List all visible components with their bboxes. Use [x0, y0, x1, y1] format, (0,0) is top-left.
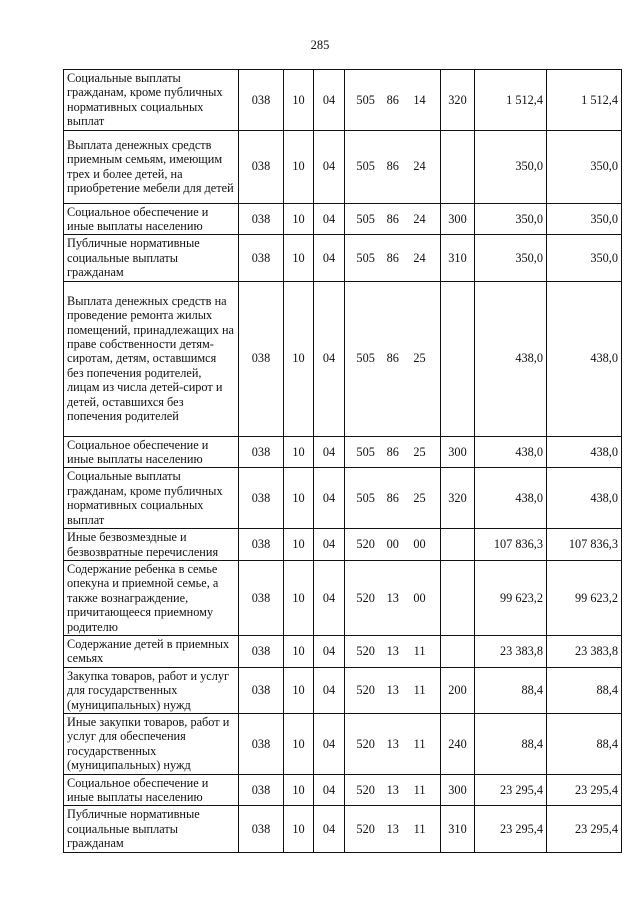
subsection-code-cell: 04 — [314, 667, 345, 713]
target-article-part-3: 00 — [413, 590, 426, 605]
expense-type-cell — [441, 635, 475, 667]
subsection-code-cell: 04 — [314, 529, 345, 561]
expense-name-cell: Содержание ребенка в семье опекуна и приемной семье, а также вознаграждение, причитающееся приемному родителю — [64, 560, 239, 635]
target-article-cell — [345, 130, 441, 203]
ministry-code-cell: 038 — [239, 806, 284, 852]
amount-cell-2: 438,0 — [547, 468, 622, 529]
target-article-part-3: 24 — [413, 211, 426, 226]
section-code-cell: 10 — [284, 130, 314, 203]
expense-type-cell: 300 — [441, 436, 475, 468]
ministry-code-cell: 038 — [239, 468, 284, 529]
section-code-cell: 10 — [284, 70, 314, 131]
subsection-code-cell: 04 — [314, 635, 345, 667]
target-article-part-1: 505 — [356, 351, 375, 366]
expense-name-cell: Социальное обеспечение и иные выплаты населению — [64, 774, 239, 806]
target-article-cell — [345, 70, 441, 131]
target-article-part-3: 11 — [413, 782, 426, 797]
target-article-cell — [345, 667, 441, 713]
expense-name-cell: Содержание детей в приемных семьях — [64, 635, 239, 667]
target-article-cell — [345, 635, 441, 667]
target-article-part-1: 520 — [356, 821, 375, 836]
subsection-code-cell: 04 — [314, 203, 345, 235]
section-code-cell: 10 — [284, 203, 314, 235]
table-row — [64, 281, 622, 436]
table-row — [64, 203, 622, 235]
amount-cell: 350,0 — [475, 130, 547, 203]
expense-type-cell: 310 — [441, 806, 475, 852]
amount-cell: 88,4 — [475, 713, 547, 774]
target-article-part-1: 520 — [356, 590, 375, 605]
expense-name-cell: Социальные выплаты гражданам, кроме публичных нормативных социальных выплат — [64, 70, 239, 131]
target-article-part-1: 505 — [356, 491, 375, 506]
ministry-code-cell: 038 — [239, 281, 284, 436]
target-article-part-1: 505 — [356, 92, 375, 107]
expense-name-cell: Иные закупки товаров, работ и услуг для обеспечения государственных (муниципальных) нужд — [64, 713, 239, 774]
target-article-part-2: 86 — [386, 92, 399, 107]
amount-cell-2: 23 383,8 — [547, 635, 622, 667]
target-article-part-3: 14 — [413, 92, 426, 107]
target-article-part-1: 520 — [356, 683, 375, 698]
expense-type-cell: 300 — [441, 774, 475, 806]
amount-cell-2: 23 295,4 — [547, 774, 622, 806]
amount-cell: 99 623,2 — [475, 560, 547, 635]
target-article-part-3: 24 — [413, 159, 426, 174]
table-row — [64, 436, 622, 468]
page-number: 285 — [310, 38, 330, 52]
expense-name-cell: Закупка товаров, работ и услуг для государственных (муниципальных) нужд — [64, 667, 239, 713]
target-article-part-1: 520 — [356, 644, 375, 659]
expense-type-cell — [441, 281, 475, 436]
amount-cell-2: 88,4 — [547, 713, 622, 774]
ministry-code-cell: 038 — [239, 130, 284, 203]
subsection-code-cell: 04 — [314, 560, 345, 635]
amount-cell: 438,0 — [475, 468, 547, 529]
table-row — [64, 468, 622, 529]
ministry-code-cell: 038 — [239, 667, 284, 713]
table-row — [64, 806, 622, 852]
ministry-code-cell: 038 — [239, 774, 284, 806]
target-article-part-3: 11 — [413, 683, 426, 698]
section-code-cell: 10 — [284, 468, 314, 529]
target-article-part-2: 13 — [386, 644, 399, 659]
target-article-part-1: 505 — [356, 211, 375, 226]
amount-cell-2: 23 295,4 — [547, 806, 622, 852]
target-article-part-3: 24 — [413, 250, 426, 265]
amount-cell: 350,0 — [475, 235, 547, 281]
section-code-cell: 10 — [284, 235, 314, 281]
target-article-part-2: 13 — [386, 590, 399, 605]
target-article-part-2: 86 — [386, 250, 399, 265]
table-row — [64, 774, 622, 806]
target-article-part-3: 11 — [413, 644, 426, 659]
ministry-code-cell: 038 — [239, 436, 284, 468]
target-article-part-1: 520 — [356, 736, 375, 751]
section-code-cell: 10 — [284, 774, 314, 806]
expense-name-cell: Публичные нормативные социальные выплаты гражданам — [64, 235, 239, 281]
amount-cell: 438,0 — [475, 281, 547, 436]
section-code-cell: 10 — [284, 436, 314, 468]
budget-table — [63, 69, 622, 853]
target-article-part-2: 86 — [386, 351, 399, 366]
subsection-code-cell: 04 — [314, 70, 345, 131]
expense-name-cell: Выплата денежных средств приемным семьям, имеющим трех и более детей, на приобретение мебели для детей — [64, 130, 239, 203]
expense-name-cell: Публичные нормативные социальные выплаты гражданам — [64, 806, 239, 852]
amount-cell: 350,0 — [475, 203, 547, 235]
subsection-code-cell: 04 — [314, 130, 345, 203]
expense-type-cell — [441, 560, 475, 635]
amount-cell: 107 836,3 — [475, 529, 547, 561]
subsection-code-cell: 04 — [314, 281, 345, 436]
target-article-part-1: 505 — [356, 250, 375, 265]
table-row — [64, 635, 622, 667]
target-article-part-2: 00 — [386, 537, 399, 552]
subsection-code-cell: 04 — [314, 468, 345, 529]
subsection-code-cell: 04 — [314, 235, 345, 281]
subsection-code-cell: 04 — [314, 774, 345, 806]
ministry-code-cell: 038 — [239, 529, 284, 561]
target-article-part-3: 11 — [413, 821, 426, 836]
ministry-code-cell: 038 — [239, 560, 284, 635]
target-article-part-1: 505 — [356, 159, 375, 174]
target-article-part-2: 13 — [386, 736, 399, 751]
amount-cell-2: 350,0 — [547, 130, 622, 203]
amount-cell-2: 107 836,3 — [547, 529, 622, 561]
target-article-cell — [345, 235, 441, 281]
expense-name-cell: Иные безвозмездные и безвозвратные перечисления — [64, 529, 239, 561]
target-article-part-2: 86 — [386, 211, 399, 226]
amount-cell: 23 295,4 — [475, 774, 547, 806]
expense-type-cell: 300 — [441, 203, 475, 235]
expense-type-cell: 310 — [441, 235, 475, 281]
expense-name-cell: Социальное обеспечение и иные выплаты населению — [64, 436, 239, 468]
subsection-code-cell: 04 — [314, 713, 345, 774]
target-article-part-3: 25 — [413, 351, 426, 366]
section-code-cell: 10 — [284, 713, 314, 774]
target-article-part-2: 86 — [386, 444, 399, 459]
amount-cell: 1 512,4 — [475, 70, 547, 131]
target-article-cell — [345, 203, 441, 235]
target-article-cell — [345, 468, 441, 529]
expense-type-cell: 200 — [441, 667, 475, 713]
expense-name-cell: Выплата денежных средств на проведение ремонта жилых помещений, принадлежащих на праве собственности детям-сиротам, детям, оставшимся без попечения родителей, лицам из числа детей-сирот и детей, оставшихся без попечения родителей — [64, 281, 239, 436]
expense-name-cell: Социальное обеспечение и иные выплаты населению — [64, 203, 239, 235]
target-article-part-3: 00 — [413, 537, 426, 552]
section-code-cell: 10 — [284, 667, 314, 713]
target-article-part-3: 25 — [413, 444, 426, 459]
ministry-code-cell: 038 — [239, 203, 284, 235]
expense-type-cell — [441, 529, 475, 561]
target-article-part-2: 13 — [386, 821, 399, 836]
target-article-part-1: 520 — [356, 537, 375, 552]
target-article-cell — [345, 806, 441, 852]
table-row — [64, 235, 622, 281]
target-article-cell — [345, 436, 441, 468]
target-article-part-3: 11 — [413, 736, 426, 751]
expense-type-cell — [441, 130, 475, 203]
target-article-cell — [345, 281, 441, 436]
amount-cell-2: 438,0 — [547, 281, 622, 436]
table-row — [64, 529, 622, 561]
ministry-code-cell: 038 — [239, 70, 284, 131]
table-row — [64, 70, 622, 131]
amount-cell-2: 438,0 — [547, 436, 622, 468]
table-row — [64, 667, 622, 713]
amount-cell: 438,0 — [475, 436, 547, 468]
target-article-part-1: 520 — [356, 782, 375, 797]
table-row — [64, 713, 622, 774]
target-article-cell — [345, 560, 441, 635]
target-article-part-3: 25 — [413, 491, 426, 506]
budget-table-body — [64, 70, 622, 853]
ministry-code-cell: 038 — [239, 635, 284, 667]
amount-cell-2: 88,4 — [547, 667, 622, 713]
section-code-cell: 10 — [284, 806, 314, 852]
amount-cell: 23 295,4 — [475, 806, 547, 852]
amount-cell-2: 1 512,4 — [547, 70, 622, 131]
amount-cell: 23 383,8 — [475, 635, 547, 667]
target-article-part-1: 505 — [356, 444, 375, 459]
target-article-part-2: 13 — [386, 683, 399, 698]
expense-name-cell: Социальные выплаты гражданам, кроме публичных нормативных социальных выплат — [64, 468, 239, 529]
target-article-cell — [345, 713, 441, 774]
target-article-part-2: 86 — [386, 491, 399, 506]
subsection-code-cell: 04 — [314, 806, 345, 852]
expense-type-cell: 320 — [441, 70, 475, 131]
target-article-cell — [345, 774, 441, 806]
expense-type-cell: 240 — [441, 713, 475, 774]
section-code-cell: 10 — [284, 529, 314, 561]
amount-cell-2: 350,0 — [547, 203, 622, 235]
ministry-code-cell: 038 — [239, 235, 284, 281]
amount-cell-2: 350,0 — [547, 235, 622, 281]
section-code-cell: 10 — [284, 560, 314, 635]
amount-cell-2: 99 623,2 — [547, 560, 622, 635]
section-code-cell: 10 — [284, 635, 314, 667]
subsection-code-cell: 04 — [314, 436, 345, 468]
expense-type-cell: 320 — [441, 468, 475, 529]
section-code-cell: 10 — [284, 281, 314, 436]
ministry-code-cell: 038 — [239, 713, 284, 774]
target-article-part-2: 13 — [386, 782, 399, 797]
table-row — [64, 130, 622, 203]
target-article-part-2: 86 — [386, 159, 399, 174]
amount-cell: 88,4 — [475, 667, 547, 713]
table-row — [64, 560, 622, 635]
target-article-cell — [345, 529, 441, 561]
